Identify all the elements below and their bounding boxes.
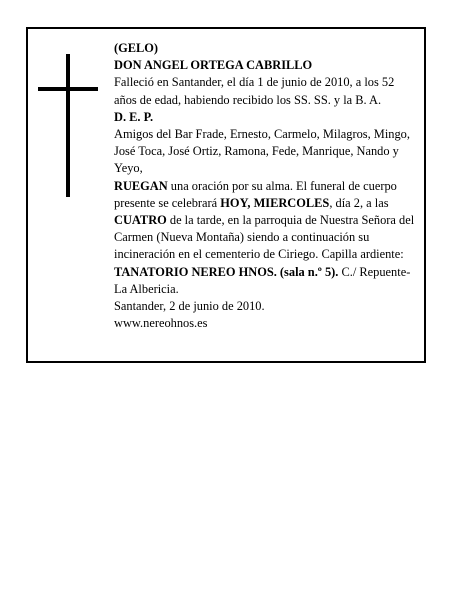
obituary-notice <box>26 27 426 363</box>
friends-list: Amigos del Bar Frade, Ernesto, Carmelo, Milagros, Mingo, José Toca, José Ortiz, Ramona, Fede, Manrique, Nando y Yeyo, <box>114 127 410 176</box>
cross-horizontal-bar <box>38 87 98 91</box>
chapel-address: C./ Repuente-La Albericia. <box>114 264 411 296</box>
funeral-details <box>114 178 418 298</box>
date-line: Santander, 2 de junio de 2010. <box>114 299 265 314</box>
request-text-1: una oración por su alma. El funeral de cuerpo presente se celebrará <box>114 178 397 210</box>
request-text-2: , día 2, a las <box>329 195 389 210</box>
deceased-name: DON ANGEL ORTEGA CABRILLO <box>114 58 313 73</box>
chapel-name: TANATORIO NEREO HNOS. (sala n.º 5). <box>114 264 339 279</box>
request-text-3: de la tarde, en la parroquia de Nuestra Señora del Carmen (Nueva Montaña) siendo a continuación su incineración en el cementerio de Ciriego. Capilla ardiente: <box>114 213 415 262</box>
death-info: Falleció en Santander, el día 1 de junio de 2010, a los 52 años de edad, habiendo recibido los SS. SS. y la B. A. <box>114 75 395 107</box>
request-word: RUEGAN <box>114 178 168 193</box>
nickname: (GELO) <box>114 41 159 55</box>
rip-line: D. E. P. <box>114 109 154 124</box>
website-link[interactable]: www.nereohnos.es <box>114 316 208 331</box>
notice-text <box>114 40 418 332</box>
funeral-day: HOY, MIERCOLES <box>220 195 330 210</box>
cross-vertical-bar <box>66 54 70 197</box>
cross-icon <box>38 54 98 197</box>
funeral-time: CUATRO <box>114 213 167 228</box>
